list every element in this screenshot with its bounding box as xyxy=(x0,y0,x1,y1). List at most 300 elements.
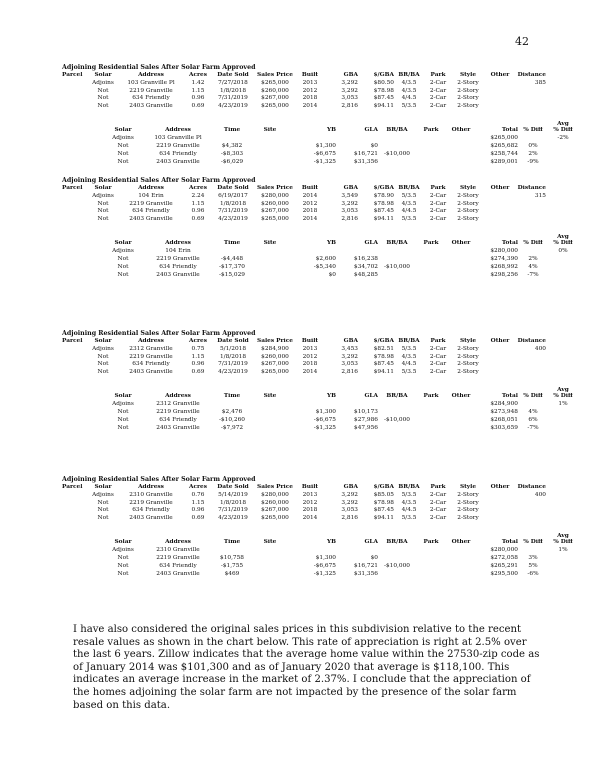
table-cell: 5/3.5 xyxy=(401,491,417,498)
table-cell: $265,291 xyxy=(490,562,518,569)
table-cell: $10,758 xyxy=(220,555,244,562)
table-cell: 1/8/2018 xyxy=(219,353,247,360)
column-header: Total xyxy=(501,127,518,134)
table-row xyxy=(102,135,578,143)
table-cell: 3,053 xyxy=(341,95,358,102)
table-cell xyxy=(62,208,88,216)
sales-block xyxy=(62,64,573,166)
table-title: Adjoining Residential Sales After Solar Farm Approved xyxy=(62,476,256,483)
table-cell xyxy=(288,248,336,256)
table-cell xyxy=(446,401,476,409)
table-cell: 2-Car xyxy=(429,79,447,86)
table-cell xyxy=(446,264,476,272)
table-cell: 2-Story xyxy=(457,192,479,199)
column-header: Solar xyxy=(114,539,132,546)
table-cell xyxy=(252,151,288,159)
table-cell xyxy=(62,500,88,508)
table-cell: 2403 Granville xyxy=(156,570,200,577)
table-cell: -$15,029 xyxy=(219,271,245,278)
table-cell: $34,702 xyxy=(354,263,378,270)
table-row xyxy=(62,88,546,96)
table-cell: Not xyxy=(97,95,109,102)
table-cell xyxy=(252,159,288,167)
table-cell: $265,000 xyxy=(261,103,289,110)
table-cell: $260,000 xyxy=(261,200,289,207)
table-cell xyxy=(378,143,416,151)
column-header: % Diff xyxy=(553,127,573,134)
table-cell: 4/23/2019 xyxy=(218,515,248,522)
table-cell: 5/3.5 xyxy=(401,515,417,522)
table-cell: Not xyxy=(97,507,109,514)
table-cell: $78.98 xyxy=(373,200,394,207)
table-cell xyxy=(446,135,476,143)
table-cell: 2-Story xyxy=(457,515,479,522)
table-cell xyxy=(252,417,288,425)
table-cell xyxy=(252,248,288,256)
table-cell xyxy=(446,571,476,579)
table-row xyxy=(102,409,578,417)
table-cell: 634 Friendly xyxy=(132,361,170,368)
table-cell: 2403 Granville xyxy=(156,271,200,278)
table-cell: 5/14/2019 xyxy=(218,491,248,498)
table-cell xyxy=(548,417,578,425)
table-cell: 2018 xyxy=(302,507,318,514)
table-cell: 2219 Granville xyxy=(129,200,173,207)
table-cell: $284,900 xyxy=(261,345,289,352)
column-header: Park xyxy=(430,484,446,490)
table-cell: Not xyxy=(97,103,109,110)
column-header: YB xyxy=(326,240,336,247)
table-cell xyxy=(548,256,578,264)
table-cell: 2-Story xyxy=(457,507,479,514)
table-cell: 2403 Granville xyxy=(129,103,173,110)
table-cell xyxy=(446,547,476,555)
table-cell: $94.11 xyxy=(373,103,394,110)
column-header: Other xyxy=(451,393,471,400)
table-cell: $260,000 xyxy=(261,87,289,94)
table-row xyxy=(62,515,546,523)
table-cell: -7% xyxy=(527,271,539,278)
table-cell: $87.45 xyxy=(373,507,394,514)
table-title: Adjoining Residential Sales After Solar Farm Approved xyxy=(62,330,256,337)
adjustment-table xyxy=(102,121,578,166)
table-cell xyxy=(548,563,578,571)
table-cell xyxy=(518,401,548,409)
table-cell: 2014 xyxy=(302,216,318,223)
table-cell: $295,500 xyxy=(490,570,518,577)
table-cell: -$10,000 xyxy=(384,263,410,270)
table-cell xyxy=(62,103,88,111)
table-header-row xyxy=(102,127,578,135)
sales-block xyxy=(62,476,573,578)
table-cell: $4,382 xyxy=(221,143,243,150)
table-cell xyxy=(252,264,288,272)
table-cell xyxy=(484,507,516,515)
table-cell: 4/23/2019 xyxy=(218,369,248,376)
table-cell: 4% xyxy=(528,409,538,416)
column-header: Park xyxy=(423,393,439,400)
table-cell xyxy=(378,248,416,256)
table-cell: 2-Car xyxy=(429,216,447,223)
table-cell xyxy=(62,216,88,224)
table-cell: 634 Friendly xyxy=(132,95,170,102)
column-header: Date Sold xyxy=(217,338,249,344)
table-cell: 2,816 xyxy=(341,515,358,522)
table-cell: 2-Story xyxy=(457,491,479,498)
table-cell xyxy=(252,563,288,571)
table-cell xyxy=(416,256,446,264)
table-cell: 2-Story xyxy=(457,95,479,102)
table-cell xyxy=(336,547,378,555)
table-cell: $87.45 xyxy=(373,361,394,368)
table-row xyxy=(62,354,546,362)
table-header-row xyxy=(62,72,546,80)
table-cell: 2013 xyxy=(302,345,318,352)
table-cell: 4% xyxy=(528,263,538,270)
table-row xyxy=(62,80,546,88)
table-cell: 2013 xyxy=(302,79,318,86)
table-cell xyxy=(548,409,578,417)
column-header: Sales Price xyxy=(257,338,293,344)
table-cell xyxy=(484,492,516,500)
table-header-row xyxy=(102,240,578,248)
column-header: Park xyxy=(423,127,439,134)
table-cell xyxy=(484,354,516,362)
table-cell xyxy=(336,401,378,409)
table-cell: 385 xyxy=(534,79,546,86)
table-row xyxy=(102,159,578,167)
table-cell xyxy=(378,135,416,143)
table-cell: 2% xyxy=(528,256,538,263)
column-header: Solar xyxy=(114,393,132,400)
table-row xyxy=(102,571,578,579)
table-cell: 1% xyxy=(558,547,568,554)
column-header: Acres xyxy=(188,484,208,490)
table-cell: $267,000 xyxy=(261,361,289,368)
table-cell: 2312 Granville xyxy=(156,401,200,408)
column-header: BR/BA xyxy=(398,484,420,490)
table-cell: 2-Car xyxy=(429,95,447,102)
table-cell xyxy=(416,555,446,563)
column-header: Solar xyxy=(94,338,112,344)
table-cell xyxy=(446,555,476,563)
table-cell: 2.24 xyxy=(191,192,205,199)
column-header: Other xyxy=(490,338,510,344)
table-cell: 7/31/2019 xyxy=(218,95,248,102)
column-header: Park xyxy=(430,72,446,78)
table-cell: $267,000 xyxy=(261,507,289,514)
table-cell: 2-Story xyxy=(457,499,479,506)
column-header: Park xyxy=(423,240,439,247)
table-cell xyxy=(62,507,88,515)
table-cell: 2219 Granville xyxy=(156,256,200,263)
table-cell xyxy=(484,103,516,111)
table-cell: $274,390 xyxy=(490,256,518,263)
table-cell: 0.75 xyxy=(191,345,205,352)
table-cell xyxy=(446,248,476,256)
body-paragraph xyxy=(73,624,543,712)
table-cell: Not xyxy=(117,256,129,263)
column-header: YB xyxy=(326,393,336,400)
table-cell xyxy=(446,417,476,425)
table-cell: 2310 Granville xyxy=(129,491,173,498)
table-cell xyxy=(416,151,446,159)
page-number: 42 xyxy=(515,35,529,48)
table-cell xyxy=(548,571,578,579)
table-cell xyxy=(484,369,516,377)
column-header: YB xyxy=(326,539,336,546)
table-cell xyxy=(516,354,546,362)
table-cell: 4/4.5 xyxy=(401,507,417,514)
table-cell xyxy=(548,151,578,159)
column-header: Address xyxy=(138,338,164,344)
table-cell: 0.96 xyxy=(191,95,205,102)
column-header: Address xyxy=(165,127,191,134)
table-cell: 1.42 xyxy=(191,79,205,86)
table-row xyxy=(102,555,578,563)
column-header: GLA xyxy=(364,127,378,134)
table-cell xyxy=(516,208,546,216)
table-cell: 634 Friendly xyxy=(159,150,197,157)
table-cell xyxy=(446,272,476,280)
table-cell: 2403 Granville xyxy=(156,424,200,431)
column-header: Date Sold xyxy=(217,484,249,490)
table-cell xyxy=(62,95,88,103)
table-cell xyxy=(516,216,546,224)
table-cell xyxy=(252,425,288,433)
table-cell xyxy=(378,571,416,579)
table-cell: $265,000 xyxy=(261,216,289,223)
table-cell xyxy=(252,401,288,409)
table-cell: 1/8/2018 xyxy=(219,499,247,506)
table-cell xyxy=(288,547,336,555)
column-header: Distance xyxy=(517,185,546,191)
column-header: Solar xyxy=(94,185,112,191)
table-cell: $303,659 xyxy=(490,424,518,431)
table-cell: 5/3.5 xyxy=(401,345,417,352)
table-cell: $258,744 xyxy=(490,150,518,157)
table-cell: 5/1/2018 xyxy=(219,345,247,352)
table-cell: 0.69 xyxy=(191,369,205,376)
column-header: Built xyxy=(301,338,319,344)
table-cell xyxy=(446,143,476,151)
table-cell: $265,000 xyxy=(490,135,518,142)
column-header: Sales Price xyxy=(257,484,293,490)
column-header: Address xyxy=(165,539,191,546)
table-cell: $0 xyxy=(328,271,336,278)
column-header: Sales Price xyxy=(257,72,293,78)
table-row xyxy=(62,500,546,508)
table-cell: $2,476 xyxy=(221,409,243,416)
table-cell: $94.11 xyxy=(373,515,394,522)
column-header: Distance xyxy=(517,72,546,78)
column-header: Avg xyxy=(557,386,569,393)
table-cell: Not xyxy=(97,361,109,368)
table-cell: $87.45 xyxy=(373,208,394,215)
table-cell: $94.11 xyxy=(373,369,394,376)
table-cell xyxy=(484,515,516,523)
table-cell: 104 Erin xyxy=(138,192,164,199)
column-header: Date Sold xyxy=(217,185,249,191)
table-cell: 2-Car xyxy=(429,361,447,368)
column-header: Site xyxy=(263,393,277,400)
table-cell: 4/23/2019 xyxy=(218,216,248,223)
table-cell xyxy=(416,143,446,151)
table-cell: 400 xyxy=(534,345,546,352)
table-cell: 2219 Granville xyxy=(129,353,173,360)
table-cell: 0.69 xyxy=(191,515,205,522)
table-cell: Not xyxy=(97,200,109,207)
table-row xyxy=(102,547,578,555)
table-cell: $298,256 xyxy=(490,271,518,278)
column-header: Acres xyxy=(188,338,208,344)
table-cell: 0.69 xyxy=(191,103,205,110)
table-row xyxy=(62,201,546,209)
table-cell xyxy=(252,571,288,579)
table-cell: 2014 xyxy=(302,369,318,376)
table-cell xyxy=(416,135,446,143)
table-row xyxy=(102,264,578,272)
table-cell: Adjoins xyxy=(112,248,134,255)
table-cell xyxy=(62,80,88,88)
column-header: Date Sold xyxy=(217,72,249,78)
table-cell: $78.98 xyxy=(373,499,394,506)
column-header: BR/BA xyxy=(386,393,408,400)
table-cell xyxy=(484,500,516,508)
column-header: % Diff xyxy=(553,393,573,400)
table-cell xyxy=(484,88,516,96)
table-cell: 2219 Granville xyxy=(129,87,173,94)
table-cell: 3% xyxy=(528,555,538,562)
column-header: $/GBA xyxy=(373,338,394,344)
table-cell xyxy=(518,248,548,256)
column-header: % Diff xyxy=(553,240,573,247)
table-cell: 0.76 xyxy=(191,491,205,498)
table-cell: Not xyxy=(97,216,109,223)
table-cell: 7/27/2018 xyxy=(218,79,248,86)
table-cell: -$6,675 xyxy=(313,416,336,423)
table-cell: $469 xyxy=(224,570,240,577)
table-cell: 2014 xyxy=(302,103,318,110)
table-cell: $280,000 xyxy=(261,192,289,199)
table-cell: 2219 Granville xyxy=(129,499,173,506)
table-cell xyxy=(252,143,288,151)
table-cell: 0.96 xyxy=(191,208,205,215)
table-cell xyxy=(548,425,578,433)
table-row xyxy=(62,216,546,224)
column-header: Park xyxy=(430,185,446,191)
table-cell: Not xyxy=(117,263,129,270)
table-cell: $31,356 xyxy=(354,570,378,577)
table-cell: 4/4.5 xyxy=(401,95,417,102)
sales-table xyxy=(62,484,546,523)
column-header: Address xyxy=(138,185,164,191)
column-header: BR/BA xyxy=(386,127,408,134)
column-header: % Diff xyxy=(523,127,543,134)
table-cell: 4/4.5 xyxy=(401,208,417,215)
table-cell xyxy=(62,346,88,354)
column-header: Other xyxy=(451,127,471,134)
table-cell xyxy=(516,88,546,96)
paragraph-text: I have also considered the original sales prices in this subdivision relative to the recent resale values as shown in the chart below. This rate of appreciation is right at 2.5% over the last 6 years. Zillow indicates that the average home value within the 27530-zip code as of January 2014 was $101,300 and as of January 2020 that average is $118,100. This indicates an average increase in the market of 2.37%. I conclude that the appreciation of the homes adjoining the solar farm are not impacted by the presence of the solar farm based on this data. xyxy=(73,624,540,711)
table-cell xyxy=(548,159,578,167)
table-cell: -$7,972 xyxy=(220,424,244,431)
table-row xyxy=(102,401,578,409)
table-cell xyxy=(62,201,88,209)
table-cell: -7% xyxy=(527,424,539,431)
table-cell: -$10,000 xyxy=(384,150,410,157)
table-cell: 2-Car xyxy=(429,507,447,514)
table-cell xyxy=(518,547,548,555)
column-header: YB xyxy=(326,127,336,134)
column-header: Solar xyxy=(94,72,112,78)
column-header: Other xyxy=(490,185,510,191)
table-cell: -$6,029 xyxy=(220,158,244,165)
table-cell xyxy=(416,563,446,571)
table-cell: Adjoins xyxy=(92,192,114,199)
table-cell xyxy=(252,547,288,555)
table-cell: 2% xyxy=(528,150,538,157)
table-cell: $10,173 xyxy=(354,409,378,416)
table-cell: Not xyxy=(117,555,129,562)
table-cell xyxy=(446,563,476,571)
table-cell: 2-Car xyxy=(429,491,447,498)
table-cell: 2,816 xyxy=(341,103,358,110)
table-cell: Not xyxy=(97,353,109,360)
table-cell: Not xyxy=(117,143,129,150)
column-header: BR/BA xyxy=(398,338,420,344)
table-cell: $268,992 xyxy=(490,263,518,270)
column-header: GBA xyxy=(343,72,358,78)
table-cell xyxy=(516,361,546,369)
table-cell: $78.98 xyxy=(373,353,394,360)
table-cell xyxy=(62,354,88,362)
column-header: GLA xyxy=(364,240,378,247)
table-title: Adjoining Residential Sales After Solar Farm Approved xyxy=(62,64,256,71)
table-cell xyxy=(516,201,546,209)
table-cell: $289,001 xyxy=(490,158,518,165)
table-cell: 6% xyxy=(528,416,538,423)
table-cell xyxy=(62,369,88,377)
table-cell: 3,053 xyxy=(341,361,358,368)
table-cell: 1.15 xyxy=(191,499,205,506)
table-row xyxy=(62,346,546,354)
column-header: Total xyxy=(501,539,518,546)
table-cell: Adjoins xyxy=(112,401,134,408)
table-cell xyxy=(446,425,476,433)
table-cell: $0 xyxy=(370,143,378,150)
table-cell xyxy=(378,547,416,555)
table-cell: $265,000 xyxy=(261,79,289,86)
table-cell: $0 xyxy=(370,555,378,562)
table-cell: 7/31/2019 xyxy=(218,361,248,368)
table-cell xyxy=(378,272,416,280)
table-cell xyxy=(252,555,288,563)
table-title: Adjoining Residential Sales After Solar Farm Approved xyxy=(62,177,256,184)
table-cell: 2-Car xyxy=(429,87,447,94)
table-cell: 2014 xyxy=(302,515,318,522)
column-header: BR/BA xyxy=(398,185,420,191)
column-header: BR/BA xyxy=(386,539,408,546)
table-cell xyxy=(416,425,446,433)
table-cell: 3,292 xyxy=(341,87,358,94)
table-cell xyxy=(378,409,416,417)
table-cell: 7/31/2019 xyxy=(218,208,248,215)
table-cell xyxy=(378,256,416,264)
table-cell: Not xyxy=(97,87,109,94)
table-cell: 6/19/2017 xyxy=(218,192,248,199)
column-header: $/GBA xyxy=(373,185,394,191)
